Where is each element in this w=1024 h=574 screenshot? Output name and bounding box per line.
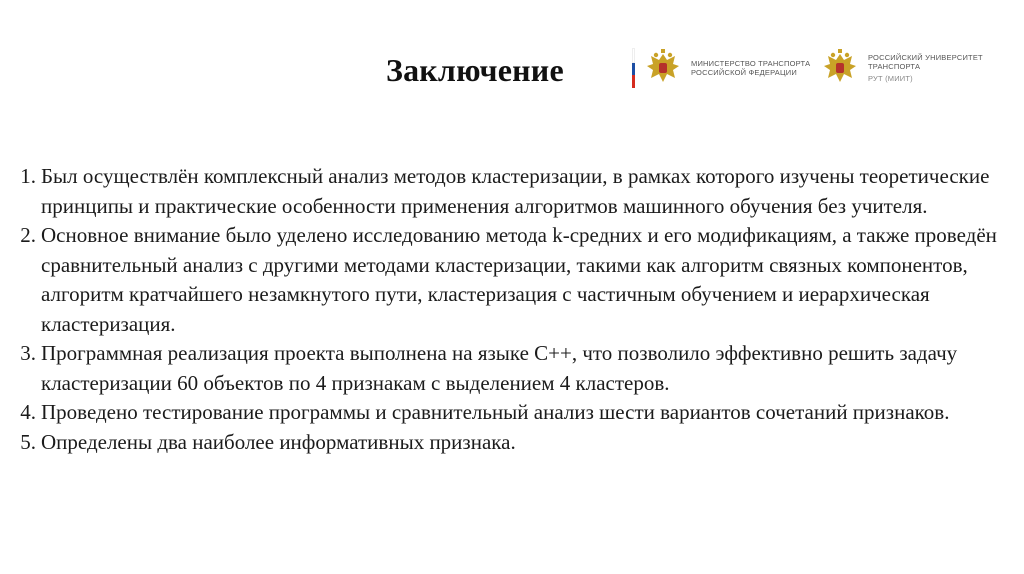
- list-item-number: 3.: [20, 341, 36, 365]
- list-item-number: 1.: [20, 164, 36, 188]
- ministry-logo: [632, 46, 810, 90]
- list-item-number: 4.: [20, 400, 36, 424]
- list-item-text: Был осуществлён комплексный анализ методов кластеризации, в рамках которого изучены теоретические принципы и практические особенности применения алгоритмов машинного обучения без учителя.: [41, 164, 990, 218]
- list-item: [0, 428, 1010, 458]
- list-item-text: Программная реализация проекта выполнена на языке C++, что позволило эффективно решить задачу кластеризации 60 объектов по 4 признакам с выделением 4 кластеров.: [41, 341, 958, 395]
- conclusion-list: [0, 162, 1010, 457]
- ministry-logo-text: МИНИСТЕРСТВО ТРАНСПОРТА РОССИЙСКОЙ ФЕДЕРАЦИИ: [691, 59, 811, 77]
- double-headed-eagle-emblem-icon: [641, 46, 685, 90]
- list-item: [0, 339, 1010, 398]
- university-logo-text: РОССИЙСКИЙ УНИВЕРСИТЕТ ТРАНСПОРТА РУТ (МИИТ): [868, 53, 983, 83]
- double-headed-eagle-emblem-icon: [818, 46, 862, 90]
- list-item-number: 5.: [20, 429, 36, 454]
- list-item-number: 2.: [20, 223, 36, 247]
- list-item: [0, 162, 1010, 221]
- list-item: [0, 398, 1010, 428]
- list-item-text: Проведено тестирование программы и сравнительный анализ шести вариантов сочетаний признаков.: [41, 400, 950, 424]
- slide-title: Заключение: [386, 52, 564, 88]
- list-item-text: Основное внимание было уделено исследованию метода k-средних и его модификациям, а также проведён сравнительный анализ с другими методами кластеризации, такими как алгоритм связных компонентов, алгоритм кратчайшего незамкнутого пути, кластеризация с частичным обучением и иерархическая кластеризация.: [41, 223, 997, 336]
- list-item-text: Определены два наиболее информативных признака.: [41, 429, 516, 454]
- university-logo: [818, 46, 983, 90]
- russian-flag-stripe: [632, 48, 635, 88]
- list-item: [0, 221, 1010, 339]
